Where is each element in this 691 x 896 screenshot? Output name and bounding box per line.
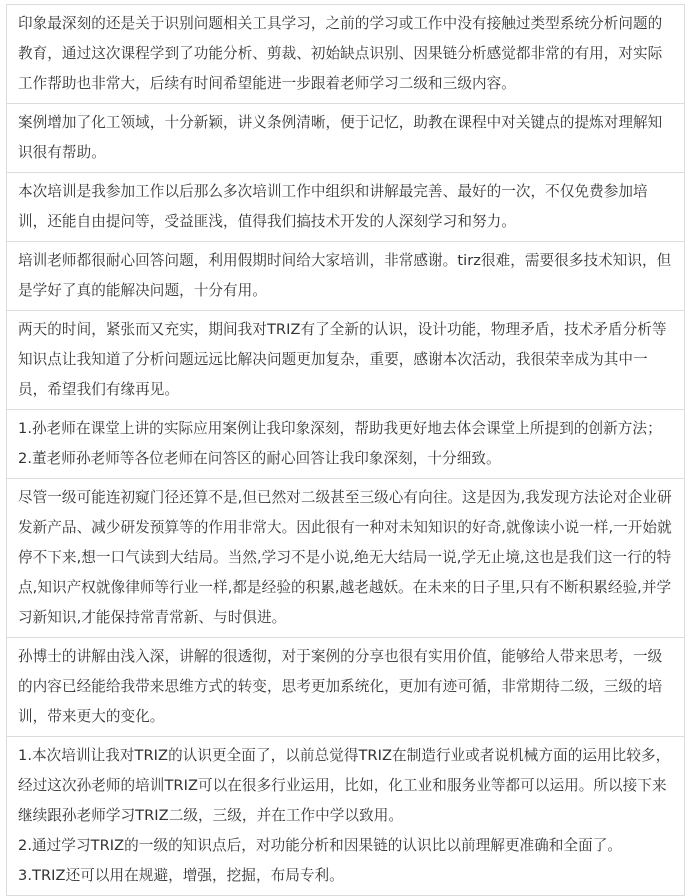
table-row: [7, 173, 685, 242]
table-row: [7, 479, 685, 638]
feedback-cell: 培训老师都很耐心回答问题，利用假期时间给大家培训，非常感谢。tirz很难，需要很多技术知识，但是学好了真的能解决问题，十分有用。: [7, 242, 685, 311]
feedback-cell: 两天的时间，紧张而又充实，期间我对TRIZ有了全新的认识，设计功能，物理矛盾，技术矛盾分析等知识点让我知道了分析问题远远比解决问题更加复杂，重要，感谢本次活动，我很荣幸成为其中一员，希望我们有缘再见。: [7, 311, 685, 410]
feedback-point-3: 3.TRIZ还可以用在规避，增强，挖掘，布局专利。: [18, 867, 344, 884]
table-row: [7, 5, 685, 104]
table-row: [7, 410, 685, 479]
table-row: [7, 311, 685, 410]
feedback-cell: 印象最深刻的还是关于识别问题相关工具学习，之前的学习或工作中没有接触过类型系统分析问题的教育，通过这次课程学到了功能分析、剪裁、初始缺点识别、因果链分析感觉都非常的有用，对实际工作帮助也非常大，后续有时间希望能进一步跟着老师学习二级和三级内容。: [7, 5, 685, 104]
feedback-cell: [7, 737, 685, 896]
table-row: [7, 242, 685, 311]
feedback-cell: 案例增加了化工领域，十分新颖，讲义条例清晰，便于记忆，助教在课程中对关键点的提炼对理解知识很有帮助。: [7, 104, 685, 173]
feedback-cell: 尽管一级可能连初窥门径还算不是,但已然对二级甚至三级心有向往。这是因为,我发现方法论对企业研发新产品、减少研发预算等的作用非常大。因此很有一种对未知知识的好奇,就像读小说一样,一开始就停不下来,想一口气读到大结局。当然,学习不是小说,绝无大结局一说,学无止境,这也是我们这一行的特点,知识产权就像律师等行业一样,都是经验的积累,越老越妖。在未来的日子里,只有不断积累经验,并学习新知识,才能保持常青常新、与时俱进。: [7, 479, 685, 638]
feedback-cell: 本次培训是我参加工作以后那么多次培训工作中组织和讲解最完善、最好的一次，不仅免费参加培训，还能自由提问等，受益匪浅，值得我们搞技术开发的人深刻学习和努力。: [7, 173, 685, 242]
table-row: [7, 104, 685, 173]
table-row: [7, 638, 685, 737]
feedback-table: [6, 4, 685, 896]
feedback-point-2: 2.通过学习TRIZ的一级的知识点后，对功能分析和因果链的认识比以前理解更准确和全面了。: [18, 837, 623, 854]
feedback-cell: 1.孙老师在课堂上讲的实际应用案例让我印象深刻，帮助我更好地去体会课堂上所提到的创新方法；2.董老师孙老师等各位老师在问答区的耐心回答让我印象深刻，十分细致。: [7, 410, 685, 479]
table-row: [7, 737, 685, 896]
feedback-point-1: 1.本次培训让我对TRIZ的认识更全面了，以前总觉得TRIZ在制造行业或者说机械方面的运用比较多，经过这次孙老师的培训TRIZ可以在很多行业运用，比如，化工业和服务业等都可以运用。所以接下来继续跟孙老师学习TRIZ二级，三级，并在工作中学以致用。: [18, 747, 671, 824]
feedback-cell: 孙博士的讲解由浅入深，讲解的很透彻，对于案例的分享也很有实用价值，能够给人带来思考，一级的内容已经能给我带来思维方式的转变，思考更加系统化，更加有迹可循，非常期待二级，三级的培训，带来更大的变化。: [7, 638, 685, 737]
